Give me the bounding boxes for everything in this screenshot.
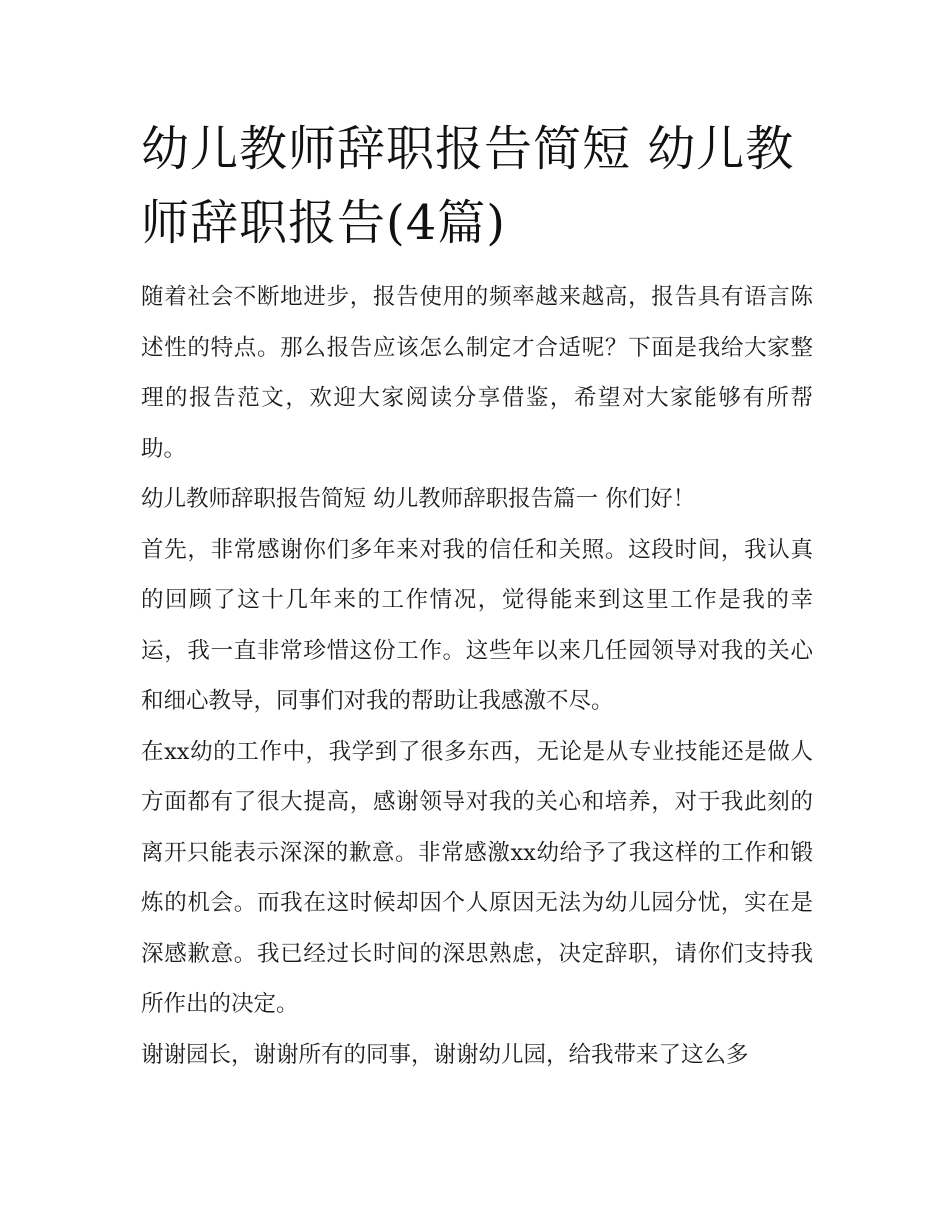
document-title: 幼儿教师辞职报告简短 幼儿教师辞职报告(4篇)	[141, 121, 795, 251]
body-paragraph-thanks: 谢谢园长，谢谢所有的同事，谢谢幼儿园，给我带来了这么多	[141, 1041, 749, 1068]
body-paragraph-gratitude: 首先，非常感谢你们多年来对我的信任和关照。这段时间，我认真的回顾了这十几年来的工作情况，觉得能来到这里工作是我的幸运，我一直非常珍惜这份工作。这些年以来几任园领导对我的关心和细心教导，同事们对我的帮助让我感激不尽。	[141, 536, 813, 714]
section-heading-paragraph: 幼儿教师辞职报告简短 幼儿教师辞职报告篇一 你们好！	[141, 486, 696, 512]
intro-paragraph: 随着社会不断地进步，报告使用的频率越来越高，报告具有语言陈述性的特点。那么报告应该怎么制定才合适呢？下面是我给大家整理的报告范文，欢迎大家阅读分享借鉴，希望对大家能够有所帮助。	[141, 284, 813, 462]
document-body	[141, 112, 813, 1080]
body-paragraph-resignation: 在xx幼的工作中，我学到了很多东西，无论是从专业技能还是做人方面都有了很大提高，感谢领导对我的关心和培养，对于我此刻的离开只能表示深深的歉意。非常感激xx幼给予了我这样的工作和锻炼的机会。而我在这时候却因个人原因无法为幼儿园分忧，实在是深感歉意。我已经过长时间的深思熟虑，决定辞职，请你们支持我所作出的决定。	[141, 738, 813, 1017]
